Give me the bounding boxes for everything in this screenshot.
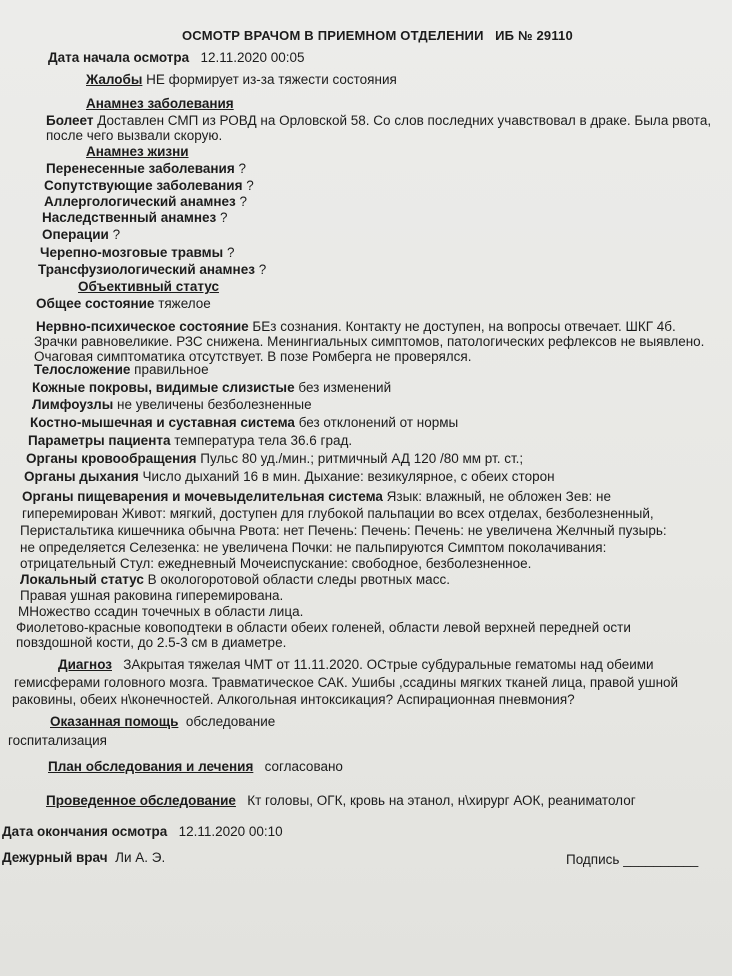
- title-text: ОСМОТР ВРАЧОМ В ПРИЕМНОМ ОТДЕЛЕНИИ: [182, 28, 484, 43]
- done-label: Проведенное обследование: [46, 793, 236, 808]
- life-history-heading: Анамнез жизни: [86, 144, 189, 159]
- life-history-item-label: Операции: [42, 227, 109, 242]
- end-date-value: 12.11.2020 00:10: [178, 824, 283, 839]
- local-status-line5: повздошной кости, до 2.5-3 см в диаметре.: [16, 635, 287, 650]
- disease-history-line1: [46, 113, 711, 129]
- end-date-line: [2, 824, 283, 840]
- life-history-item: [42, 227, 120, 243]
- circulation-value: Пульс 80 уд./мин.; ритмичный АД 120 /80 мм рт. ст.;: [200, 451, 524, 466]
- circulation-label: Органы кровообращения: [26, 451, 197, 466]
- diagnosis-label: Диагноз: [58, 657, 112, 672]
- diagnosis-text1: ЗАкрытая тяжелая ЧМТ от 11.11.2020. ОСтрые субдуральные гематомы над обеими: [123, 657, 654, 672]
- signature-label: Подпись: [566, 852, 620, 867]
- general-state-label: Общее состояние: [36, 296, 155, 311]
- doctor-label: Дежурный врач: [2, 850, 108, 865]
- complaints-value: НЕ формирует из-за тяжести состояния: [146, 72, 397, 87]
- diagnosis-line3: раковины, обеих н\конечностей. Алкогольная интоксикация? Аспирационная пневмония?: [12, 692, 575, 707]
- life-history-item-label: Перенесенные заболевания: [46, 161, 235, 176]
- life-history-item-value: ?: [246, 178, 254, 193]
- skin-label: Кожные покровы, видимые слизистые: [32, 380, 295, 395]
- disease-history-label: Болеет: [46, 113, 94, 128]
- breathing-line: [24, 469, 555, 485]
- start-date-label: Дата начала осмотра: [48, 50, 190, 65]
- life-history-item: [38, 262, 266, 278]
- params-line: [28, 433, 352, 449]
- life-history-item-label: Черепно-мозговые травмы: [40, 245, 224, 260]
- done-value: Кт головы, ОГК, кровь на этанол, н\хирург АОК, реаниматолог: [247, 793, 636, 808]
- life-history-item: [44, 178, 254, 194]
- musculo-line: [30, 415, 458, 431]
- local-status-line3: МНожество ссадин точечных в области лица.: [18, 604, 304, 619]
- disease-history-heading: Анамнез заболевания: [86, 96, 234, 111]
- disease-history-line2: после чего вызвали скорую.: [46, 128, 223, 143]
- plan-value: согласовано: [264, 759, 343, 774]
- start-date-line: [48, 50, 305, 66]
- params-value: температура тела 36.6 град.: [174, 433, 353, 448]
- neuro-line3: Очаговая симптоматика отсутствует. В позе Ромберга не проверялся.: [34, 349, 472, 364]
- neuro-line1: [36, 319, 676, 335]
- life-history-item: [42, 210, 228, 226]
- body-build-label: Телосложение: [34, 362, 131, 377]
- digestion-line3: Перистальтика кишечника обычна Рвота: нет Печень: Печень: Печень: не увеличена Желчный пузырь:: [20, 523, 667, 538]
- neuro-text1: БЕз сознания. Контакту не доступен, на вопросы отвечает. ШКГ 4б.: [252, 319, 676, 334]
- help-line2: госпитализация: [8, 733, 107, 748]
- help-line: [50, 714, 275, 730]
- objective-heading: Объективный статус: [78, 279, 219, 294]
- life-history-item: [46, 161, 246, 177]
- local-status-line2: Правая ушная раковина гиперемирована.: [20, 588, 284, 603]
- life-history-item-value: ?: [112, 227, 121, 242]
- lymph-label: Лимфоузлы: [32, 397, 114, 412]
- done-line: [46, 793, 636, 809]
- general-state-value: тяжелое: [158, 296, 211, 311]
- life-history-item-label: Сопутствующие заболевания: [44, 178, 243, 193]
- skin-value: без изменений: [298, 380, 392, 395]
- signature-line: [566, 852, 698, 868]
- lymph-line: [32, 397, 312, 413]
- skin-line: [32, 380, 391, 396]
- breathing-label: Органы дыхания: [24, 469, 139, 484]
- local-status-line1: [20, 572, 450, 588]
- digestion-text1: Язык: влажный, не обложен Зев: не: [386, 489, 611, 504]
- local-status-label: Локальный статус: [20, 572, 144, 587]
- life-history-item: [44, 194, 247, 210]
- circulation-line: [26, 451, 523, 467]
- breathing-value: Число дыханий 16 в мин. Дыхание: везикулярное, с обеих сторон: [142, 469, 555, 484]
- digestion-label: Органы пищеварения и мочевыделительная система: [22, 489, 383, 504]
- life-history-item-label: Аллергологический анамнез: [44, 194, 236, 209]
- document-title: [182, 28, 573, 44]
- case-number: ИБ № 29110: [495, 28, 573, 43]
- body-build-line: [34, 362, 209, 378]
- life-history-item-label: Наследственный анамнез: [42, 210, 217, 225]
- complaints-label: Жалобы: [86, 72, 143, 87]
- digestion-line4: не определяется Селезенка: не увеличена Почки: не пальпируются Симптом поколачивания:: [20, 540, 607, 555]
- life-history-item-value: ?: [220, 210, 228, 225]
- end-date-label: Дата окончания осмотра: [2, 824, 168, 839]
- signature-blank: __________: [623, 852, 699, 867]
- life-history-item-label: Трансфузиологический анамнез: [38, 262, 255, 277]
- life-history-item-value: ?: [239, 194, 247, 209]
- musculo-value: без отклонений от нормы: [298, 415, 459, 430]
- doctor-line: [2, 850, 165, 866]
- life-history-item-value: ?: [258, 262, 267, 277]
- digestion-line1: [22, 489, 611, 505]
- local-status-text1: В окологоротовой области следы рвотных масс.: [147, 572, 450, 587]
- diagnosis-line2: гемисферами головного мозга. Травматическое САК. Ушибы ,ссадины мягких тканей лица, правой ушной: [14, 675, 679, 690]
- general-state-line: [36, 296, 211, 312]
- digestion-line5: отрицательный Стул: ежедневный Мочеиспускание: свободное, безболезненное.: [20, 556, 532, 571]
- life-history-item: [40, 245, 234, 261]
- local-status-line4: Фиолетово-красные ковоподтеки в области обеих голеней, области левой верхней передней ости: [16, 620, 631, 635]
- musculo-label: Костно-мышечная и суставная система: [30, 415, 295, 430]
- lymph-value: не увеличены безболезненные: [117, 397, 312, 412]
- body-build-value: правильное: [134, 362, 209, 377]
- diagnosis-line1: [58, 657, 654, 673]
- life-history-item-value: ?: [238, 161, 246, 176]
- neuro-label: Нервно-психическое состояние: [36, 319, 249, 334]
- doctor-value: Ли А. Э.: [115, 850, 166, 865]
- start-date-value: 12.11.2020 00:05: [200, 50, 305, 65]
- params-label: Параметры пациента: [28, 433, 171, 448]
- plan-label: План обследования и лечения: [48, 759, 254, 774]
- digestion-line2: гиперемирован Живот: мягкий, доступен для глубокой пальпации во всех отделах, безболезненный,: [22, 506, 654, 521]
- disease-history-text1: Доставлен СМП из РОВД на Орловской 58. Со слов последних учавствовал в драке. Была рвота,: [97, 113, 712, 128]
- complaints-line: [86, 72, 397, 88]
- plan-line: [48, 759, 343, 775]
- help-label: Оказанная помощь: [50, 714, 179, 729]
- help-value: обследование: [185, 714, 276, 729]
- life-history-item-value: ?: [226, 245, 235, 260]
- neuro-line2: Зрачки равновеликие. РЗС снижена. Менингиальных симптомов, патологических рефлексов не выявлено.: [34, 334, 705, 349]
